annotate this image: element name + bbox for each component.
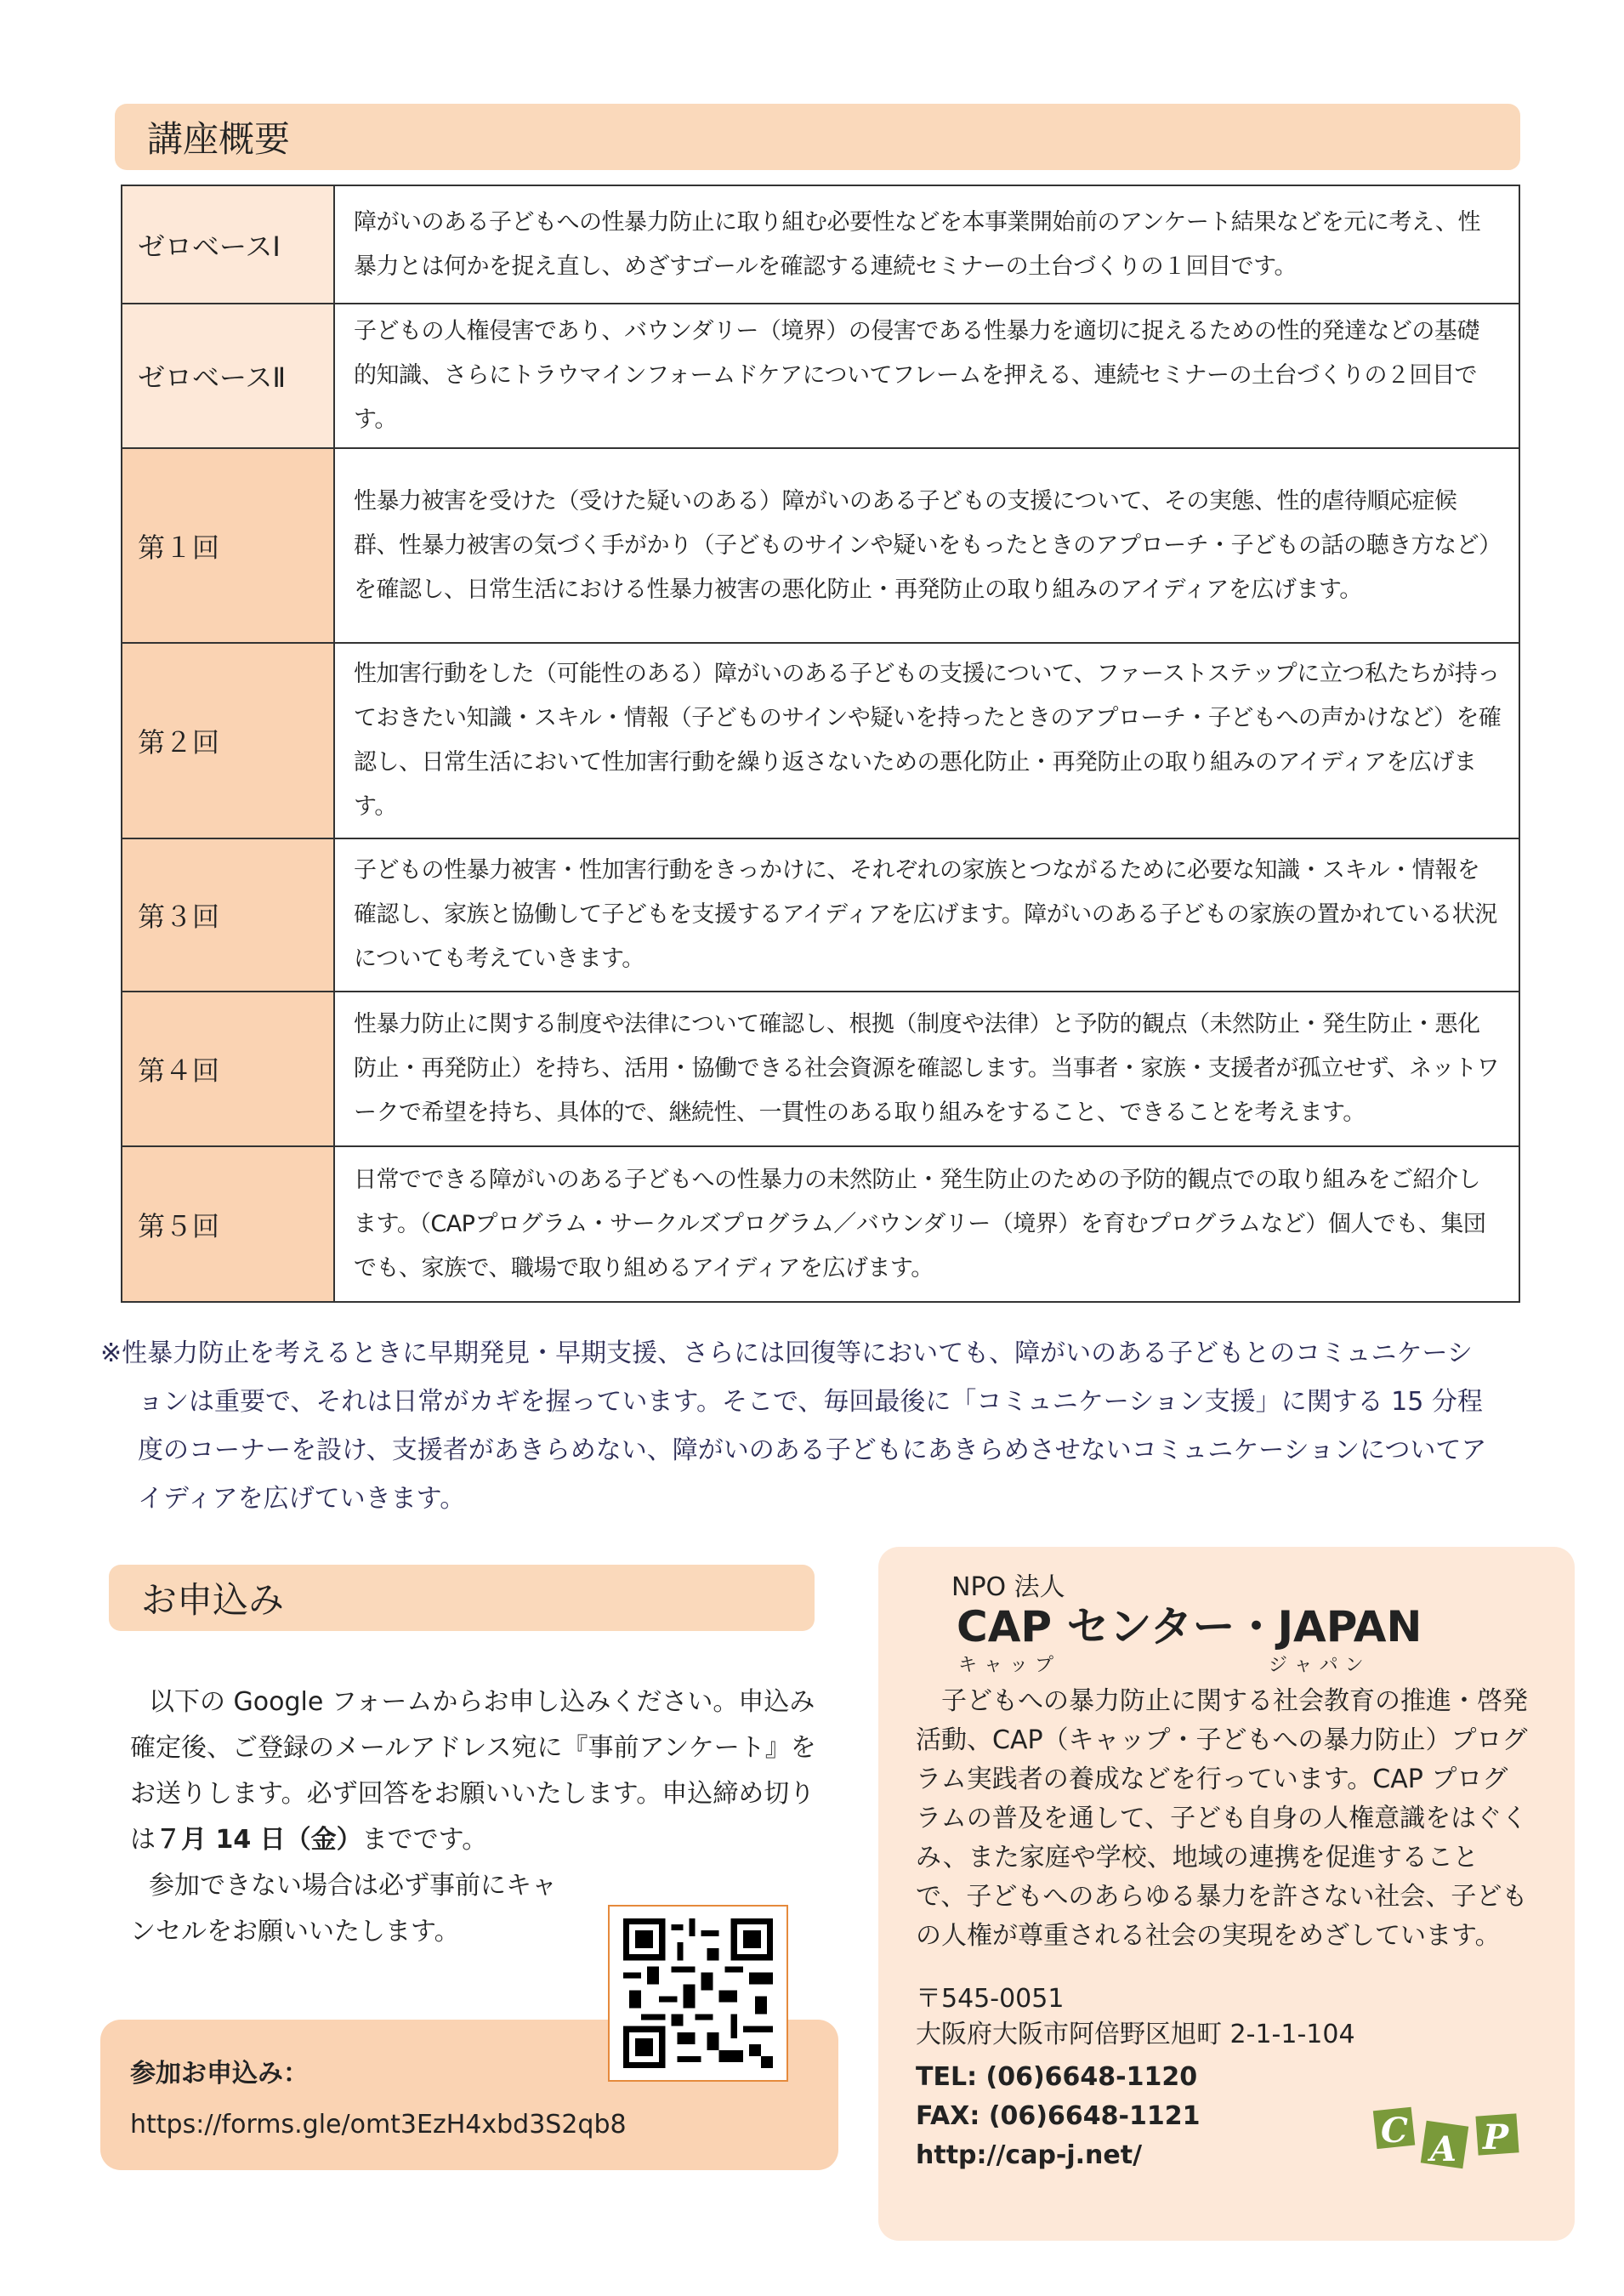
org-name-ruby bbox=[958, 1651, 1575, 1677]
apply-title: お申込み bbox=[141, 1579, 285, 1621]
ruby-japan: ジャパン bbox=[1269, 1655, 1371, 1676]
apply-paragraph: 以下の Google フォームからお申し込みください。申込み確定後、ご登録のメールアドレス宛に『事前アンケート』をお送りします。必ず回答をお願いいたします。申込締め切りは bbox=[130, 1687, 816, 1855]
svg-text:P: P bbox=[1483, 2117, 1509, 2157]
address: 大阪府大阪市阿倍野区旭町 2-1-1-104 bbox=[916, 2020, 1355, 2049]
url-label: 参加お申込み： bbox=[130, 2059, 309, 2089]
svg-text:A: A bbox=[1430, 2129, 1457, 2169]
table-row bbox=[122, 643, 1519, 838]
overview-table bbox=[121, 185, 1520, 1303]
table-row bbox=[122, 992, 1519, 1146]
cancel-notice: 参加できない場合は必ず事前にキャンセルをお願いいたします。 bbox=[130, 1871, 557, 1946]
row-label: 第３回 bbox=[122, 838, 334, 992]
apply-paragraph-end: までです。 bbox=[361, 1825, 488, 1855]
overview-header bbox=[115, 104, 1520, 170]
deadline: ７月 14 日（金） bbox=[156, 1825, 362, 1855]
table-row bbox=[122, 304, 1519, 448]
row-text: 子どもの性暴力被害・性加害行動をきっかけに、それぞれの家族とつながるために必要な知識・スキル・情報を確認し、家族と協働して子どもを支援するアイディアを広げます。障がいのある子どもの家族の置かれている状況についても考えていきます。 bbox=[334, 838, 1519, 992]
postal-code: 〒545-0051 bbox=[916, 1984, 1065, 2014]
org-name: CAP センター・JAPAN bbox=[957, 1602, 1422, 1651]
overview-title: 講座概要 bbox=[147, 118, 291, 160]
org-type: NPO 法人 bbox=[951, 1572, 1065, 1602]
website-link[interactable]: http://cap-j.net/ bbox=[916, 2140, 1143, 2170]
row-label: 第５回 bbox=[122, 1146, 334, 1302]
row-label: 第１回 bbox=[122, 448, 334, 643]
row-text: 子どもの人権侵害であり、バウンダリー（境界）の侵害である性暴力を適切に捉えるための性的発達などの基礎的知識、さらにトラウマインフォームドケアについてフレームを押える、連続セミナーの土台づくりの２回目です。 bbox=[334, 304, 1519, 448]
fax: FAX: (06)6648-1121 bbox=[916, 2101, 1201, 2131]
row-text: 日常でできる障がいのある子どもへの性暴力の未然防止・発生防止のための予防的観点での取り組みをご紹介します。（CAPプログラム・サークルズプログラム／バウンダリー（境界）を育むプログラムなど）個人でも、集団でも、家族で、職場で取り組めるアイディアを広げます。 bbox=[334, 1146, 1519, 1302]
row-label: 第４回 bbox=[122, 992, 334, 1146]
row-label: ゼロベースⅠ bbox=[122, 185, 334, 304]
table-row bbox=[122, 185, 1519, 304]
row-label: 第２回 bbox=[122, 643, 334, 838]
svg-text:C: C bbox=[1381, 2111, 1408, 2151]
row-text: 性暴力防止に関する制度や法律について確認し、根拠（制度や法律）と予防的観点（未然防止・発生防止・悪化防止・再発防止）を持ち、活用・協働できる社会資源を確認します。当事者・家族・支援者が孤立せず、ネットワークで希望を持ち、具体的で、継続性、一貫性のある取り組みをすること、できることを考えます。 bbox=[334, 992, 1519, 1146]
cap-logo-icon bbox=[1371, 2105, 1524, 2181]
qr-code-icon bbox=[622, 1918, 775, 2068]
row-text: 性加害行動をした（可能性のある）障がいのある子どもの支援について、ファーストステップに立つ私たちが持っておきたい知識・スキル・情報（子どものサインや疑いを持ったときのアプローチ・子どもへの声かけなど）を確認し、日常生活において性加害行動を繰り返さないための悪化防止・再発防止の取り組みのアイディアを広げます。 bbox=[334, 643, 1519, 838]
table-row bbox=[122, 448, 1519, 643]
apply-header bbox=[109, 1565, 815, 1631]
table-row bbox=[122, 1146, 1519, 1302]
row-text: 障がいのある子どもへの性暴力防止に取り組む必要性などを本事業開始前のアンケート結果などを元に考え、性暴力とは何かを捉え直し、めざすゴールを確認する連続セミナーの土台づくりの１回目です。 bbox=[334, 185, 1519, 304]
qr-code[interactable] bbox=[608, 1905, 788, 2082]
communication-note: ※性暴力防止を考えるときに早期発見・早期支援、さらには回復等においても、障がいのある子どもとのコミュニケーションは重要で、それは日常がカギを握っています。そこで、毎回最後に「コミュニケーション支援」に関する 15 分程度のコーナーを設け、支援者があきらめない、障がいのある子どもにあきらめさせないコミュニケーションについてアイディアを広げていきます。 bbox=[100, 1338, 1487, 1514]
form-link[interactable]: https://forms.gle/omt3EzH4xbd3S2qb8 bbox=[130, 2110, 627, 2140]
org-description: 子どもへの暴力防止に関する社会教育の推進・啓発活動、CAP（キャップ・子どもへの暴力防止）プログラム実践者の養成などを行っています。CAP プログラムの普及を通して、子ども自身の人権意識をはぐくみ、また家庭や学校、地域の連携を促進することで、子どもへのあらゆる暴力を許さない社会、子どもの人権が尊重される社会の実現をめざしています。 bbox=[916, 1686, 1528, 1951]
row-label: ゼロベースⅡ bbox=[122, 304, 334, 448]
table-row bbox=[122, 838, 1519, 992]
ruby-cap: キャップ bbox=[958, 1655, 1061, 1676]
row-text: 性暴力被害を受けた（受けた疑いのある）障がいのある子どもの支援について、その実態、性的虐待順応症候群、性暴力被害の気づく手がかり（子どものサインや疑いをもったときのアプローチ・子どもの話の聴き方など）を確認し、日常生活における性暴力被害の悪化防止・再発防止の取り組みのアイディアを広げます。 bbox=[334, 448, 1519, 643]
tel: TEL: (06)6648-1120 bbox=[916, 2062, 1198, 2092]
